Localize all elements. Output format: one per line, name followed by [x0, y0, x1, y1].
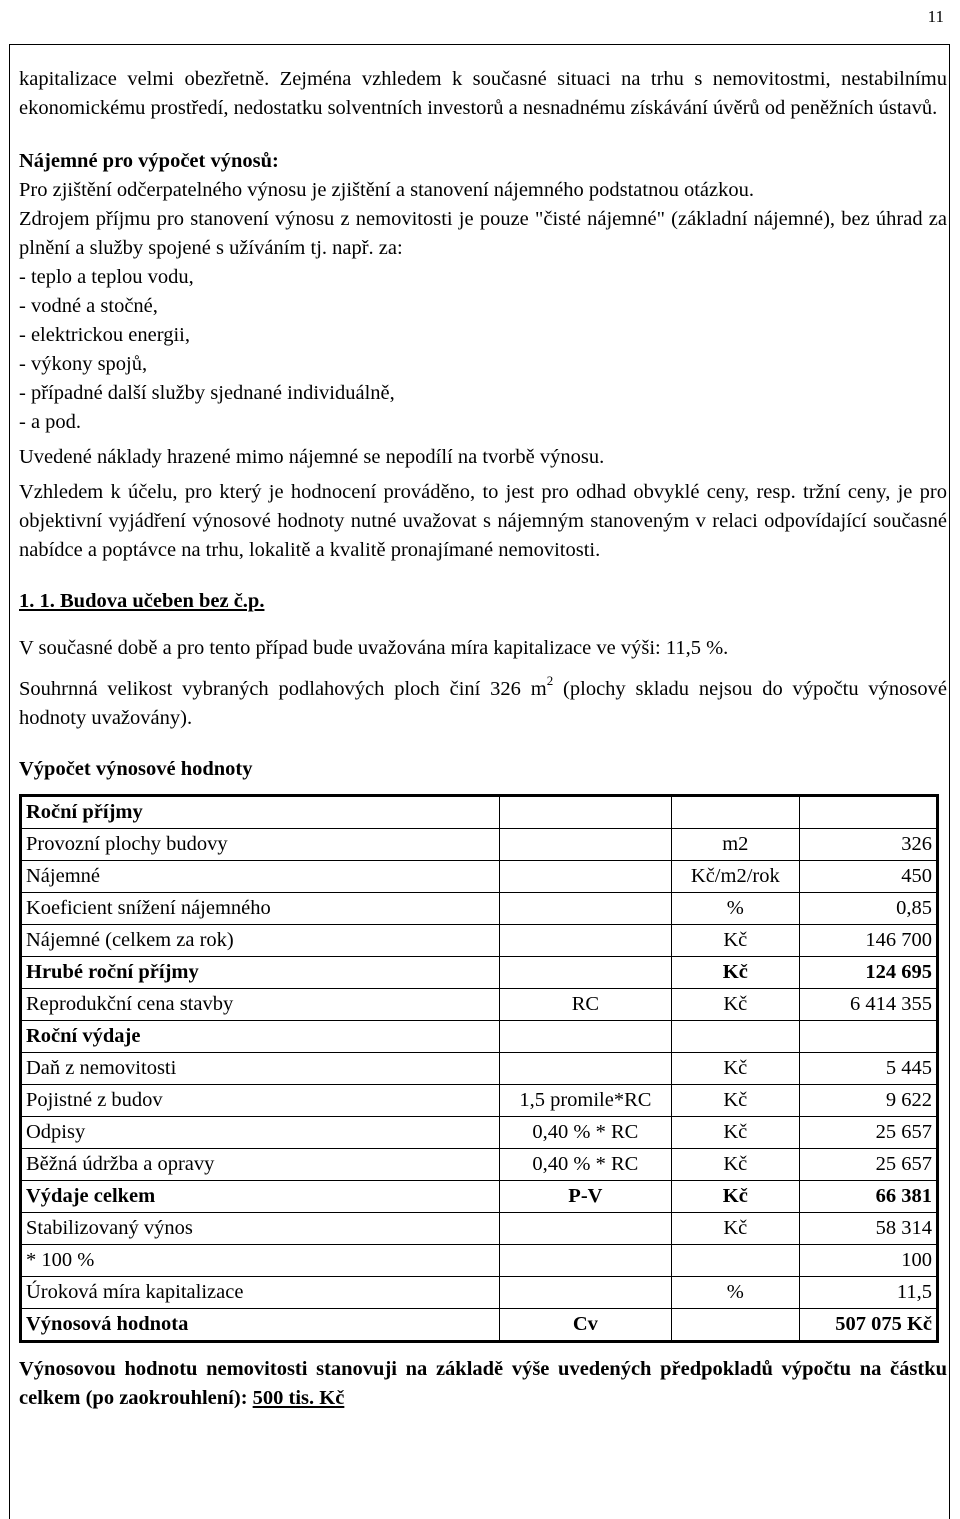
row-label: * 100 % [21, 1245, 500, 1277]
row-unit [672, 1021, 799, 1053]
row-label: Nájemné [21, 861, 500, 893]
row-unit: Kč [672, 1053, 799, 1085]
row-basis: RC [499, 989, 671, 1021]
row-basis [499, 1021, 671, 1053]
row-label: Stabilizovaný výnos [21, 1213, 500, 1245]
row-label: Odpisy [21, 1117, 500, 1149]
row-value: 9 622 [799, 1085, 937, 1117]
conclusion [19, 1355, 947, 1413]
row-label: Daň z nemovitosti [21, 1053, 500, 1085]
rent-heading: Nájemné pro výpočet výnosů: [19, 150, 279, 172]
row-basis: 0,40 % * RC [499, 1149, 671, 1181]
row-label: Úroková míra kapitalizace [21, 1277, 500, 1309]
table-row [21, 1053, 938, 1085]
row-unit: % [672, 1277, 799, 1309]
floor-area-paragraph [19, 675, 947, 733]
row-basis: P-V [499, 1181, 671, 1213]
table-row [21, 1021, 938, 1053]
row-value: 124 695 [799, 957, 937, 989]
row-label: Pojistné z budov [21, 1085, 500, 1117]
row-basis: Cv [499, 1309, 671, 1342]
table-row [21, 1149, 938, 1181]
row-unit: Kč [672, 1149, 799, 1181]
row-unit: Kč [672, 1181, 799, 1213]
row-value: 11,5 [799, 1277, 937, 1309]
table-row [21, 1117, 938, 1149]
row-label: Reprodukční cena stavby [21, 989, 500, 1021]
table-row [21, 893, 938, 925]
row-label: Roční výdaje [21, 1021, 500, 1053]
row-unit: Kč [672, 1117, 799, 1149]
row-unit [672, 1245, 799, 1277]
row-unit: Kč [672, 1213, 799, 1245]
row-label: Koeficient snížení nájemného [21, 893, 500, 925]
row-basis [499, 1245, 671, 1277]
table-row [21, 1245, 938, 1277]
row-basis: 1,5 promile*RC [499, 1085, 671, 1117]
table-row [21, 1277, 938, 1309]
building-heading: 1. 1. Budova učeben bez č.p. [19, 590, 265, 612]
row-basis [499, 861, 671, 893]
document-body [19, 65, 947, 1413]
row-basis [499, 925, 671, 957]
row-value: 450 [799, 861, 937, 893]
row-basis: 0,40 % * RC [499, 1117, 671, 1149]
row-value: 5 445 [799, 1053, 937, 1085]
list-item: - a pod. [19, 411, 82, 433]
table-row [21, 1181, 938, 1213]
row-value: 25 657 [799, 1149, 937, 1181]
floor-area-text: Souhrnná velikost vybraných podlahových ploch činí 326 m [19, 678, 547, 700]
rent-paragraph-3: Uvedené náklady hrazené mimo nájemné se nepodílí na tvorbě výnosu. [19, 446, 605, 468]
row-value: 25 657 [799, 1117, 937, 1149]
row-label: Hrubé roční příjmy [21, 957, 500, 989]
table-row [21, 1309, 938, 1342]
row-unit: Kč/m2/rok [672, 861, 799, 893]
rent-paragraph-2: Zdrojem příjmu pro stanovení výnosu z nemovitosti je pouze "čisté nájemné" (základní nájemné), bez úhrad za plnění a služby spojené s užíváním tj. např. za: [19, 208, 947, 259]
row-value: 6 414 355 [799, 989, 937, 1021]
row-label: Roční příjmy [21, 796, 500, 829]
row-basis [499, 1277, 671, 1309]
row-basis [499, 796, 671, 829]
table-row [21, 957, 938, 989]
floor-area-text-end: (plochy skladu nejsou do výpočtu výnosové hodnoty uvažovány). [19, 678, 947, 729]
row-value [799, 796, 937, 829]
table-row [21, 861, 938, 893]
row-value [799, 1021, 937, 1053]
row-value: 507 075 Kč [799, 1309, 937, 1342]
row-label: Výdaje celkem [21, 1181, 500, 1213]
income-valuation-table [19, 794, 939, 1343]
row-unit: Kč [672, 989, 799, 1021]
row-value: 66 381 [799, 1181, 937, 1213]
row-value: 58 314 [799, 1213, 937, 1245]
area-superscript: 2 [546, 673, 554, 689]
row-basis [499, 1053, 671, 1085]
row-unit: m2 [672, 829, 799, 861]
row-basis [499, 893, 671, 925]
table-row [21, 1085, 938, 1117]
row-unit [672, 1309, 799, 1342]
list-item: - elektrickou energii, [19, 324, 190, 346]
row-basis [499, 829, 671, 861]
row-label: Výnosová hodnota [21, 1309, 500, 1342]
table-row [21, 925, 938, 957]
excluded-services-list [19, 263, 947, 437]
row-unit: Kč [672, 1085, 799, 1117]
rent-paragraph-4: Vzhledem k účelu, pro který je hodnocení prováděno, to jest pro odhad obvyklé ceny, resp. tržní ceny, je pro objektivní vyjádření výnosové hodnoty nutné uvažovat s nájemným stanoveným v relaci odpovídající současné nabídce a poptávce na trhu, lokalitě a kvalitě pronajímané nemovitosti. [19, 481, 947, 561]
row-value: 326 [799, 829, 937, 861]
row-unit: % [672, 893, 799, 925]
row-basis [499, 957, 671, 989]
conclusion-amount: 500 tis. Kč [252, 1387, 345, 1409]
row-label: Běžná údržba a opravy [21, 1149, 500, 1181]
row-label: Nájemné (celkem za rok) [21, 925, 500, 957]
page-number: 11 [927, 7, 944, 26]
table-row [21, 829, 938, 861]
capitalization-rate-paragraph: V současné době a pro tento případ bude uvažována míra kapitalizace ve výši: 11,5 %. [19, 637, 729, 659]
table-row [21, 989, 938, 1021]
row-unit: Kč [672, 925, 799, 957]
row-value: 0,85 [799, 893, 937, 925]
table-row [21, 1213, 938, 1245]
list-item: - případné další služby sjednané individuálně, [19, 382, 395, 404]
row-value: 100 [799, 1245, 937, 1277]
list-item: - výkony spojů, [19, 353, 148, 375]
row-label: Provozní plochy budovy [21, 829, 500, 861]
calc-heading: Výpočet výnosové hodnoty [19, 758, 253, 780]
conclusion-text: Výnosovou hodnotu nemovitosti stanovuji na základě výše uvedených předpokladů výpočtu na částku celkem (po zaokrouhlení): [19, 1358, 947, 1409]
row-value: 146 700 [799, 925, 937, 957]
row-unit: Kč [672, 957, 799, 989]
row-basis [499, 1213, 671, 1245]
intro-paragraph: kapitalizace velmi obezřetně. Zejména vzhledem k současné situaci na trhu s nemovitostmi, nestabilnímu ekonomickému prostředí, nedostatku solventních investorů a nesnadnému získávání úvěrů od peněžních ústavů. [19, 68, 947, 119]
table-row [21, 796, 938, 829]
rent-paragraph-1: Pro zjištění odčerpatelného výnosu je zjištění a stanovení nájemného podstatnou otázkou. [19, 179, 754, 201]
list-item: - teplo a teplou vodu, [19, 266, 194, 288]
list-item: - vodné a stočné, [19, 295, 158, 317]
row-unit [672, 796, 799, 829]
